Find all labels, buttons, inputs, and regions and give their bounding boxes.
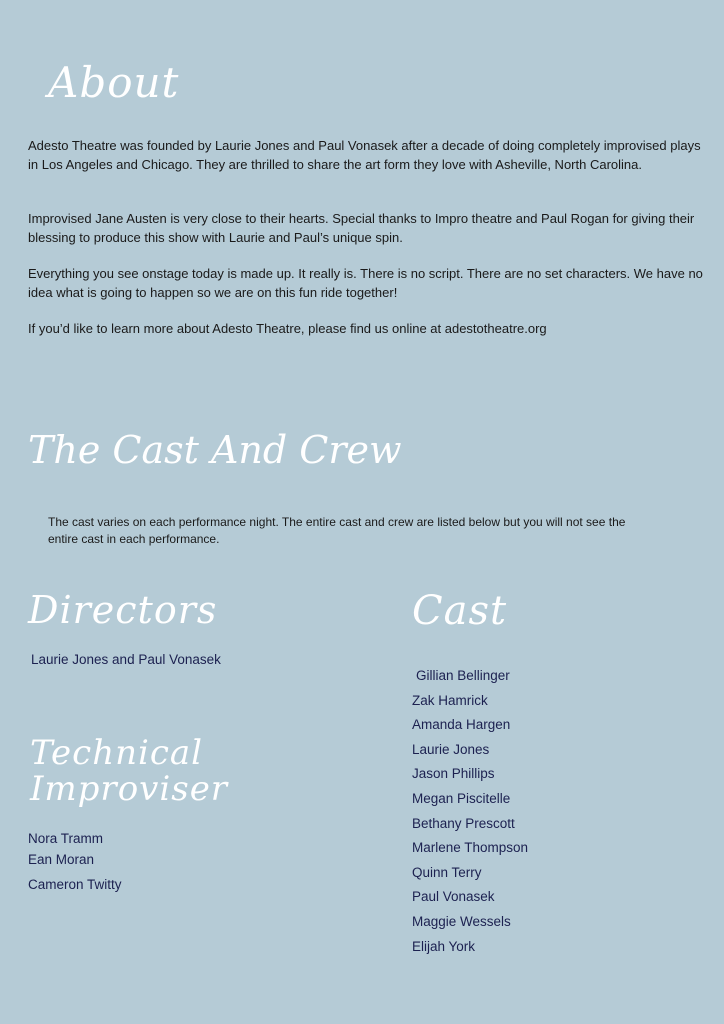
cast-member: Bethany Prescott: [412, 815, 515, 831]
cast-member: Zak Hamrick: [412, 692, 488, 708]
cast-and-crew-heading: The Cast And Crew: [28, 428, 402, 472]
about-paragraph-3: Everything you see onstage today is made up. It really is. There is no script. There are no set characters. We have no idea what is going to happen so we are on this fun ride together!: [28, 266, 703, 300]
cast-note: The cast varies on each performance night. The entire cast and crew are listed below but you will not see the entire cast in each performance.: [48, 515, 626, 546]
cast-member: Maggie Wessels: [412, 913, 511, 929]
cast-heading: Cast: [412, 588, 508, 634]
cast-member: Laurie Jones: [412, 741, 490, 757]
cast-list: [412, 667, 528, 962]
technical-improviser-heading: [30, 735, 228, 807]
cast-member: Gillian Bellinger: [416, 668, 510, 683]
cast-member: Megan Piscitelle: [412, 790, 511, 806]
cast-member: Paul Vonasek: [412, 889, 495, 905]
technical-heading-line-2: Improviser: [30, 769, 229, 809]
about-paragraph-2: Improvised Jane Austen is very close to their hearts. Special thanks to Impro theatre and Paul Rogan for giving their blessing to produce this show with Laurie and Paul’s unique spin.: [28, 211, 695, 245]
technical-name: Cameron Twitty: [28, 877, 122, 892]
technical-name: Nora Tramm: [28, 831, 104, 846]
cast-member: Quinn Terry: [412, 864, 482, 880]
about-paragraph-1: Adesto Theatre was founded by Laurie Jones and Paul Vonasek after a decade of doing completely improvised plays in Los Angeles and Chicago. They are thrilled to share the art form they love with Asheville, North Carolina.: [28, 138, 701, 172]
technical-name: Ean Moran: [28, 852, 95, 867]
cast-member: Jason Phillips: [412, 766, 495, 782]
directors-names: Laurie Jones and Paul Vonasek: [31, 652, 221, 667]
cast-member: Elijah York: [412, 938, 476, 954]
cast-member: Marlene Thompson: [412, 840, 529, 856]
about-paragraph-4: If you’d like to learn more about Adesto Theatre, please find us online at adestotheatre.org: [28, 321, 547, 336]
about-heading: About: [48, 58, 180, 107]
directors-heading: Directors: [28, 588, 218, 632]
cast-member: Amanda Hargen: [412, 717, 511, 733]
technical-heading-line-1: Technical: [30, 733, 204, 773]
